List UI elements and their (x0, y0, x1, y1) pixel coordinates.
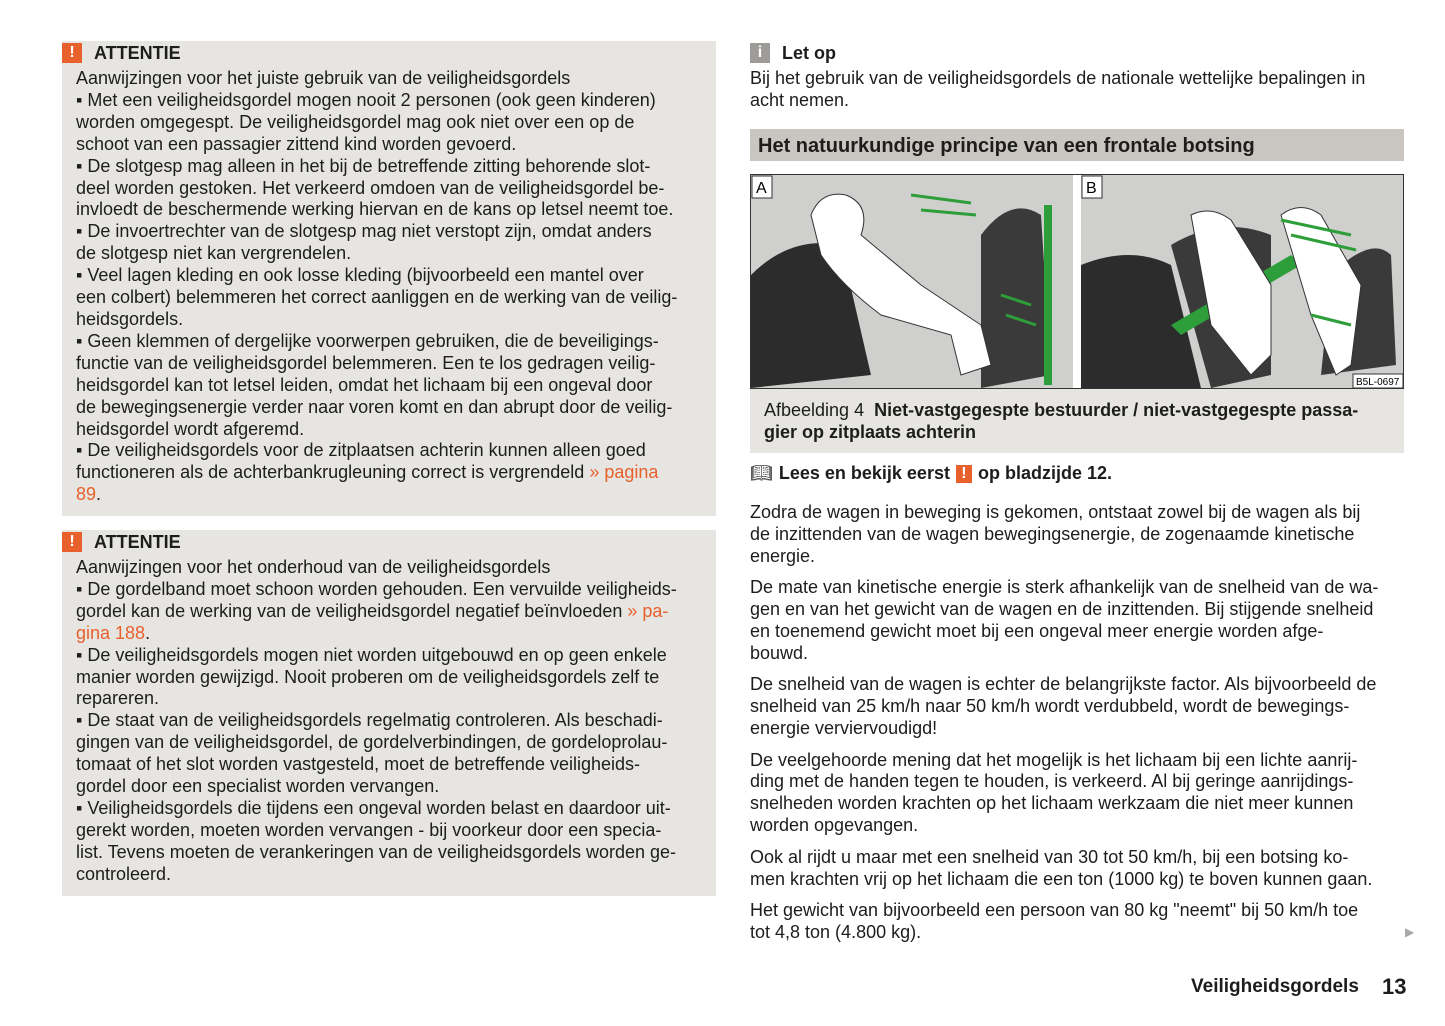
seat-a (981, 208, 1051, 388)
text-line: snelheden worden krachten op het lichaam werkzaam die niet meer kunnen (750, 793, 1354, 814)
text-line: repareren. (76, 688, 160, 709)
text-line: snelheid van 25 km/h naar 50 km/h wordt verdubbeld, wordt de bewegings- (750, 696, 1350, 717)
paragraph (750, 750, 1378, 838)
warning-icon: ! (62, 43, 82, 63)
info-icon: i (750, 43, 770, 63)
text: . (145, 622, 151, 643)
paragraph (750, 847, 1378, 891)
body-text (750, 502, 1378, 953)
crash-illustration (751, 175, 1403, 388)
belt-icon (1044, 205, 1052, 385)
text-line: bouwd. (750, 642, 809, 663)
warning-title: ATTENTIE (94, 531, 181, 552)
text-line: functie van de veiligheidsgordel belemmeren. Een te los gedragen veilig- (76, 352, 656, 373)
page-link[interactable]: » pagina (589, 462, 659, 483)
text-line: tot 4,8 ton (4.800 kg). (750, 921, 922, 942)
text-line: De mate van kinetische energie is sterk afhankelijk van de snelheid van de wa- (750, 577, 1379, 598)
note-title: Let op (782, 42, 836, 63)
text-line: controleerd. (76, 863, 172, 884)
text-line: ▪ Veiligheidsgordels die tijdens een ongeval worden belast en daardoor uit- (76, 797, 671, 818)
note-text (750, 68, 1365, 112)
paragraph (750, 577, 1378, 665)
text-line: list. Tevens moeten de verankeringen van de veiligheidsgordels worden ge- (76, 841, 677, 862)
text-line: ▪ De invoertrechter van de slotgesp mag niet verstopt zijn, omdat anders (76, 221, 652, 242)
text-line: Zodra de wagen in beweging is gekomen, ontstaat zowel bij de wagen als bij (750, 502, 1361, 522)
paragraph (750, 900, 1378, 944)
text-line: ▪ De staat van de veiligheidsgordels regelmatig controleren. Als beschadi- (76, 710, 663, 731)
text-line: en toenemend gewicht moet bij een ongeval meer energie worden afge- (750, 621, 1324, 642)
text-line: de bewegingsenergie verder naar voren komt en dan abrupt door de veilig- (76, 396, 673, 417)
text: . (96, 484, 102, 505)
warning-text (76, 557, 677, 886)
text-line: ▪ De slotgesp mag alleen in het bij de betreffende zitting behorende slot- (76, 155, 651, 176)
warning-header (62, 530, 181, 554)
text-line: gordel kan de werking van de veiligheidsgordel negatief beïnvloeden (76, 600, 628, 621)
figure-caption (750, 389, 1404, 453)
warning-box-maintenance (62, 530, 716, 896)
text-line: gingen van de veiligheidsgordel, de gordelverbindingen, de gordeloprolau- (76, 732, 668, 753)
caption-title-cont: gier op zitplaats achterin (764, 422, 977, 442)
text-line: de inzittenden van de wagen bewegingsenergie, de zogenaamde kinetische (750, 523, 1355, 544)
text-line: energie verviervoudigd! (750, 718, 938, 739)
read-first-page[interactable]: op bladzijde 12. (977, 463, 1112, 483)
warning-text (76, 68, 677, 506)
text-line: men krachten vrij op het lichaam die een ton (1000 kg) te boven kunnen gaan. (750, 868, 1373, 889)
next-page-arrow-icon: ▶ (1405, 925, 1415, 939)
figure-code: B5L-0697 (1356, 377, 1400, 388)
text-line: gerekt worden, moeten worden vervangen - bij voorkeur door een specia- (76, 819, 662, 840)
text-line: ▪ Veel lagen kleding en ook losse kleding (bijvoorbeeld een mantel over (76, 265, 644, 286)
text-line: de slotgesp niet kan vergrendelen. (76, 243, 352, 264)
text-line: een colbert) belemmeren het correct aanliggen en de werking van de veilig- (76, 287, 678, 308)
text-line: acht nemen. (750, 89, 850, 110)
paragraph (750, 674, 1378, 740)
book-icon: 📖︎ (750, 463, 773, 483)
text-line: ▪ De gordelband moet schoon worden gehouden. Een vervuilde veiligheids- (76, 578, 677, 599)
warning-box-usage (62, 41, 716, 516)
text-line: ▪ Met een veiligheidsgordel mogen nooit 2 personen (ook geen kinderen) (76, 89, 656, 110)
caption-title: Niet-vastgegespte bestuurder / niet-vastgegespte passa- (874, 400, 1359, 420)
text-line: heidsgordel kan tot letsel leiden, omdat het lichaam bij een ongeval door (76, 374, 653, 395)
section-heading: Het natuurkundige principe van een frontale botsing (750, 129, 1404, 161)
text-line: schoot van een passagier zittend kind worden gevoerd. (76, 133, 517, 154)
page-number: 13 (1382, 974, 1407, 999)
read-first-text: Lees en bekijk eerst (778, 463, 950, 483)
page-link[interactable]: » pa- (627, 600, 669, 621)
caption-prefix: Afbeelding 4 (764, 400, 865, 420)
note-box (750, 41, 1365, 112)
text-line: tomaat of het slot worden vastgesteld, moet de betreffende veiligheids- (76, 754, 641, 775)
text-line: worden opgevangen. (750, 815, 919, 836)
text-line: deel worden gestoken. Het verkeerd omdoen van de veiligheidsgordel be- (76, 177, 665, 198)
text-line: Het gewicht van bijvoorbeeld een persoon van 80 kg "neemt" bij 50 km/h toe (750, 900, 1359, 920)
text-line: ▪ De veiligheidsgordels mogen niet worden uitgebouwd en op geen enkele (76, 644, 667, 665)
warning-icon: ! (956, 465, 972, 483)
warning-icon: ! (62, 532, 82, 552)
text-line: Aanwijzingen voor het onderhoud van de veiligheidsgordels (76, 557, 551, 577)
text-line: ▪ Geen klemmen of dergelijke voorwerpen gebruiken, die de beveiligings- (76, 330, 659, 351)
read-first-note (750, 463, 1112, 484)
text-line: ▪ De veiligheidsgordels voor de zitplaatsen achterin kunnen alleen goed (76, 440, 646, 461)
text-line: invloedt de beschermende werking hiervan en de kans op letsel neemt toe. (76, 199, 674, 220)
warning-header (62, 41, 181, 65)
text-line: Ook al rijdt u maar met een snelheid van 30 tot 50 km/h, bij een botsing ko- (750, 846, 1349, 867)
text-line: gen en van het gewicht van de wagen en de inzittenden. Bij stijgende snelheid (750, 599, 1374, 620)
text-line: Bij het gebruik van de veiligheidsgordels de nationale wettelijke bepalingen in (750, 68, 1366, 88)
note-header (750, 41, 1365, 65)
text-line: De snelheid van de wagen is echter de belangrijkste factor. Als bijvoorbeeld de (750, 674, 1377, 695)
footer-section: Veiligheidsgordels (1191, 976, 1359, 997)
paragraph (750, 502, 1378, 568)
text-line: ding met de handen tegen te houden, is verkeerd. Al bij geringe aanrijdings- (750, 771, 1354, 792)
text-line: gordel door een specialist worden vervangen. (76, 776, 440, 797)
warning-title: ATTENTIE (94, 42, 181, 63)
page-link[interactable]: gina 188 (76, 622, 146, 643)
text-line: functioneren als de achterbankrugleuning correct is vergrendeld (76, 462, 590, 483)
page-link[interactable]: 89 (76, 484, 97, 505)
panel-b-label: B (1086, 180, 1097, 197)
text-line: worden omgegespt. De veiligheidsgordel mag ook niet over een op de (76, 111, 635, 132)
figure-illustration (750, 174, 1404, 389)
text-line: manier worden gewijzigd. Nooit proberen om de veiligheidsgordels zelf te (76, 666, 660, 687)
panel-a-label: A (756, 180, 767, 197)
text-line: heidsgordels. (76, 308, 184, 329)
text-line: heidsgordel wordt afgeremd. (76, 418, 305, 439)
text-line: Aanwijzingen voor het juiste gebruik van de veiligheidsgordels (76, 68, 571, 88)
text-line: energie. (750, 545, 816, 566)
text-line: De veelgehoorde mening dat het mogelijk is het lichaam bij een lichte aanrij- (750, 749, 1358, 770)
